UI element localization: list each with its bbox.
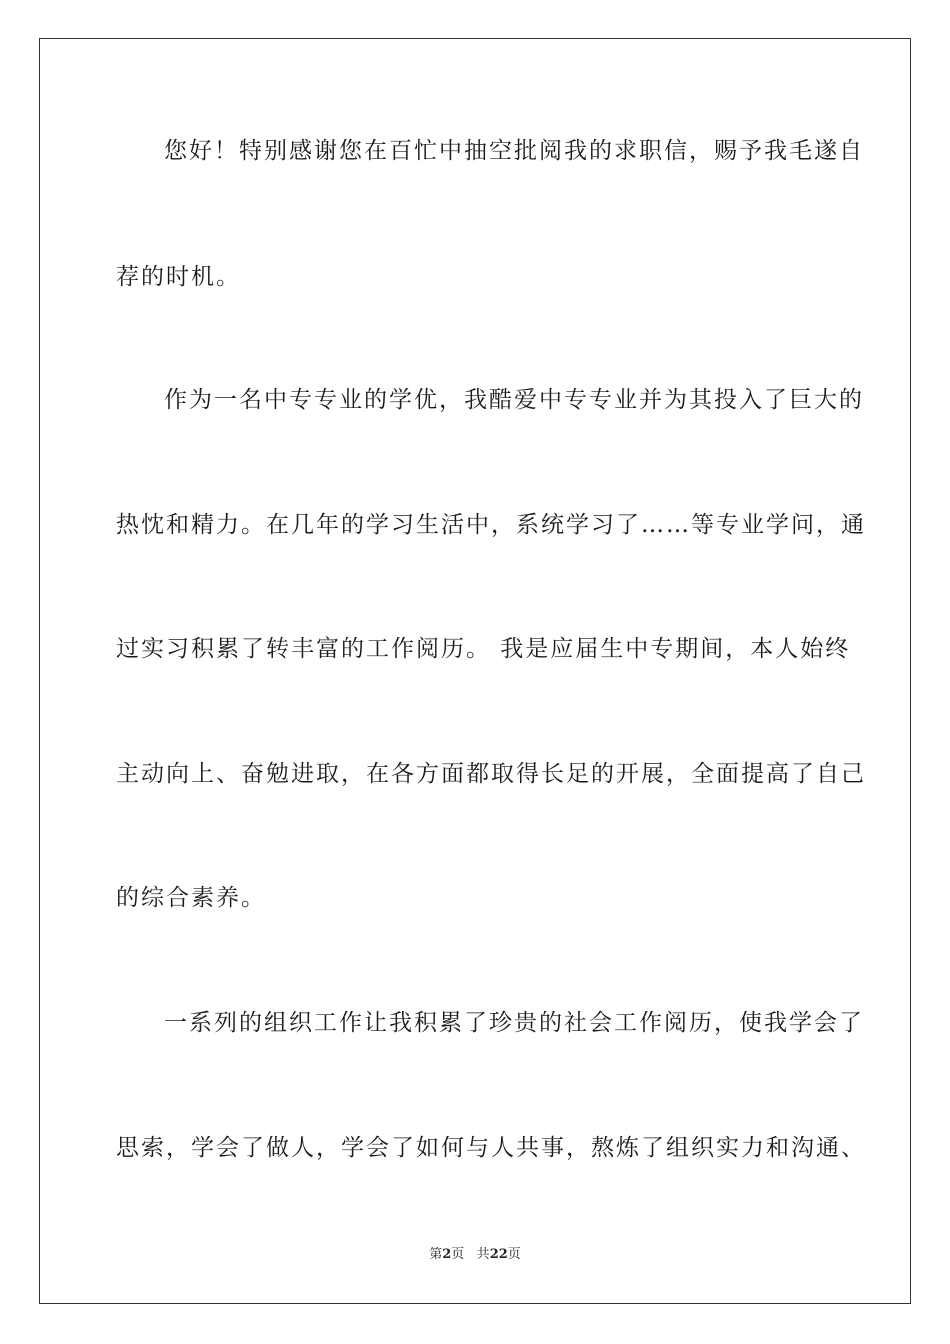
footer-current-page: 2 bbox=[442, 1247, 452, 1262]
paragraph-1-line-2: 荐的时机。 bbox=[116, 264, 241, 290]
page-frame bbox=[39, 38, 911, 1304]
paragraph-2-line-4: 主动向上、奋勉进取，在各方面都取得长足的开展，全面提高了自己 bbox=[116, 761, 866, 787]
paragraph-2-line-2: 热忱和精力。在几年的学习生活中，系统学习了……等专业学问，通 bbox=[116, 512, 866, 538]
paragraph-2-line-5: 的综合素养。 bbox=[116, 885, 266, 911]
paragraph-1-line-1: 您好！特别感谢您在百忙中抽空批阅我的求职信，赐予我毛遂自 bbox=[164, 138, 864, 164]
footer-total-suffix: 页 bbox=[507, 1247, 521, 1262]
footer-prefix: 第 bbox=[429, 1247, 443, 1262]
footer-page-suffix: 页 bbox=[451, 1247, 465, 1262]
paragraph-2-line-3: 过实习积累了转丰富的工作阅历。 我是应届生中专期间，本人始终 bbox=[116, 636, 851, 662]
footer-total-prefix: 共 bbox=[476, 1247, 490, 1262]
footer-total-pages: 22 bbox=[489, 1247, 508, 1262]
paragraph-2-line-1: 作为一名中专专业的学优，我酷爱中专专业并为其投入了巨大的 bbox=[164, 387, 864, 413]
paragraph-3-line-2: 思索，学会了做人，学会了如何与人共事，熬炼了组织实力和沟通、 bbox=[116, 1135, 866, 1161]
page-footer bbox=[0, 1246, 950, 1264]
paragraph-3-line-1: 一系列的组织工作让我积累了珍贵的社会工作阅历，使我学会了 bbox=[164, 1010, 864, 1036]
